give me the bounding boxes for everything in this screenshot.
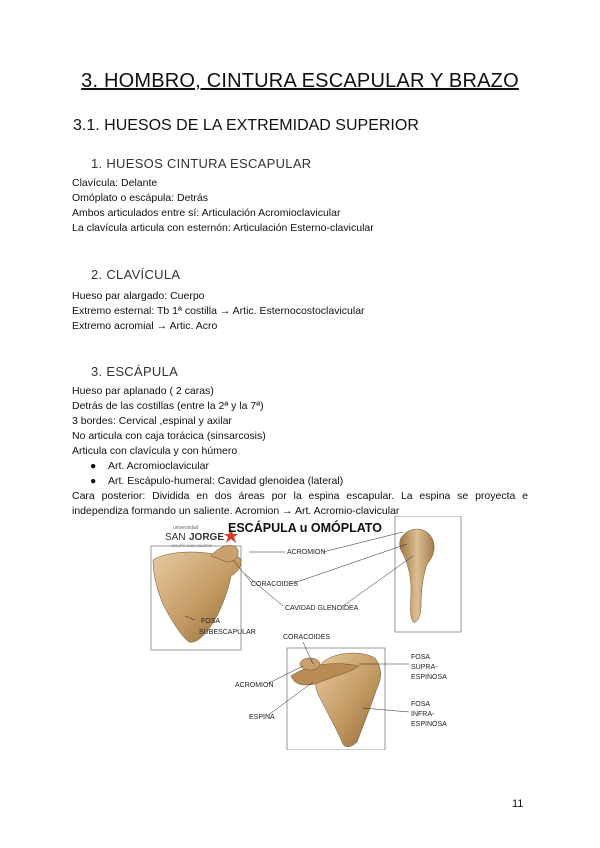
list-item: ● Art. Acromioclavicular [90, 460, 209, 472]
label-supra-3: ESPINOSA [411, 674, 447, 681]
subheading-escapula: 3. ESCÁPULA [91, 364, 179, 379]
text-line: Extremo esternal: Tb 1ª costilla → Artic. Esternocostoclavicular [72, 305, 365, 317]
text-line: Clavícula: Delante [72, 177, 158, 189]
escapula-text [72, 384, 532, 459]
bullet-list [90, 459, 343, 489]
logo-text-jorge: JORGE [189, 532, 225, 543]
label-coracoides-bottom: CORACOIDES [283, 634, 331, 641]
label-supra-2: SUPRA- [411, 664, 438, 671]
label-acromion-bottom: ACROMION [235, 682, 274, 689]
text-line: Hueso par aplanado ( 2 caras) [72, 385, 214, 397]
text-line: Articula con clavícula y con húmero [72, 445, 238, 457]
logo-small-text: universidad [173, 525, 199, 531]
logo-text-san: SAN [165, 532, 186, 543]
logo-sub-text: GRUPO SAN VALERO [171, 543, 213, 548]
clavicula-text [72, 289, 532, 334]
label-infra-2: INFRA- [411, 711, 435, 718]
figure-title: ESCÁPULA u OMÓPLATO [228, 521, 382, 535]
text-line: Hueso par alargado: Cuerpo [72, 290, 205, 302]
label-fosa-sub-1: FOSA [201, 618, 221, 625]
subheading-cintura: 1. HUESOS CINTURA ESCAPULAR [91, 156, 312, 171]
section-heading: 3.1. HUESOS DE LA EXTREMIDAD SUPERIOR [73, 117, 419, 134]
acromion-posterior [300, 658, 320, 670]
text-line: No articula con caja torácica (sinsarcosis) [72, 430, 266, 442]
label-glenoidea: CAVIDAD GLENOIDEA [285, 605, 359, 612]
list-item: ● Art. Escápulo-humeral: Cavidad glenoidea (lateral) [90, 475, 344, 487]
page-number: 11 [512, 798, 524, 810]
cara-posterior-paragraph: Cara posterior: Dividida en dos áreas por la espina escapular. La espina se proyecta e independiza formando un saliente. Acromion → Art. Acromio-clavicular [72, 490, 528, 517]
scapula-figure [145, 516, 465, 750]
label-espina: ESPINA [249, 714, 275, 721]
text-line: Extremo acromial → Artic. Acro [72, 320, 218, 332]
text-line: La clavícula articula con esternón: Articulación Esterno-clavicular [72, 222, 374, 234]
scapula-lateral [400, 529, 434, 622]
label-coracoides-top: CORACOIDES [251, 581, 299, 588]
text-line: Ambos articulados entre sí: Articulación Acromioclavicular [72, 207, 341, 219]
label-acromion-top: ACROMION [287, 549, 326, 556]
label-infra-3: ESPINOSA [411, 721, 447, 728]
cintura-text [72, 176, 532, 236]
text-line: Omóplato o escápula: Detrás [72, 192, 208, 204]
label-fosa-sub-2: SUBESCAPULAR [199, 629, 256, 636]
label-supra-1: FOSA [411, 654, 431, 661]
text-line: Detrás de las costillas (entre la 2ª y la 7ª) [72, 400, 264, 412]
page-title: 3. HOMBRO, CINTURA ESCAPULAR Y BRAZO [81, 70, 519, 92]
text-line: 3 bordes: Cervical ,espinal y axilar [72, 415, 232, 427]
subheading-clavicula: 2. CLAVÍCULA [91, 267, 181, 282]
label-infra-1: FOSA [411, 701, 431, 708]
